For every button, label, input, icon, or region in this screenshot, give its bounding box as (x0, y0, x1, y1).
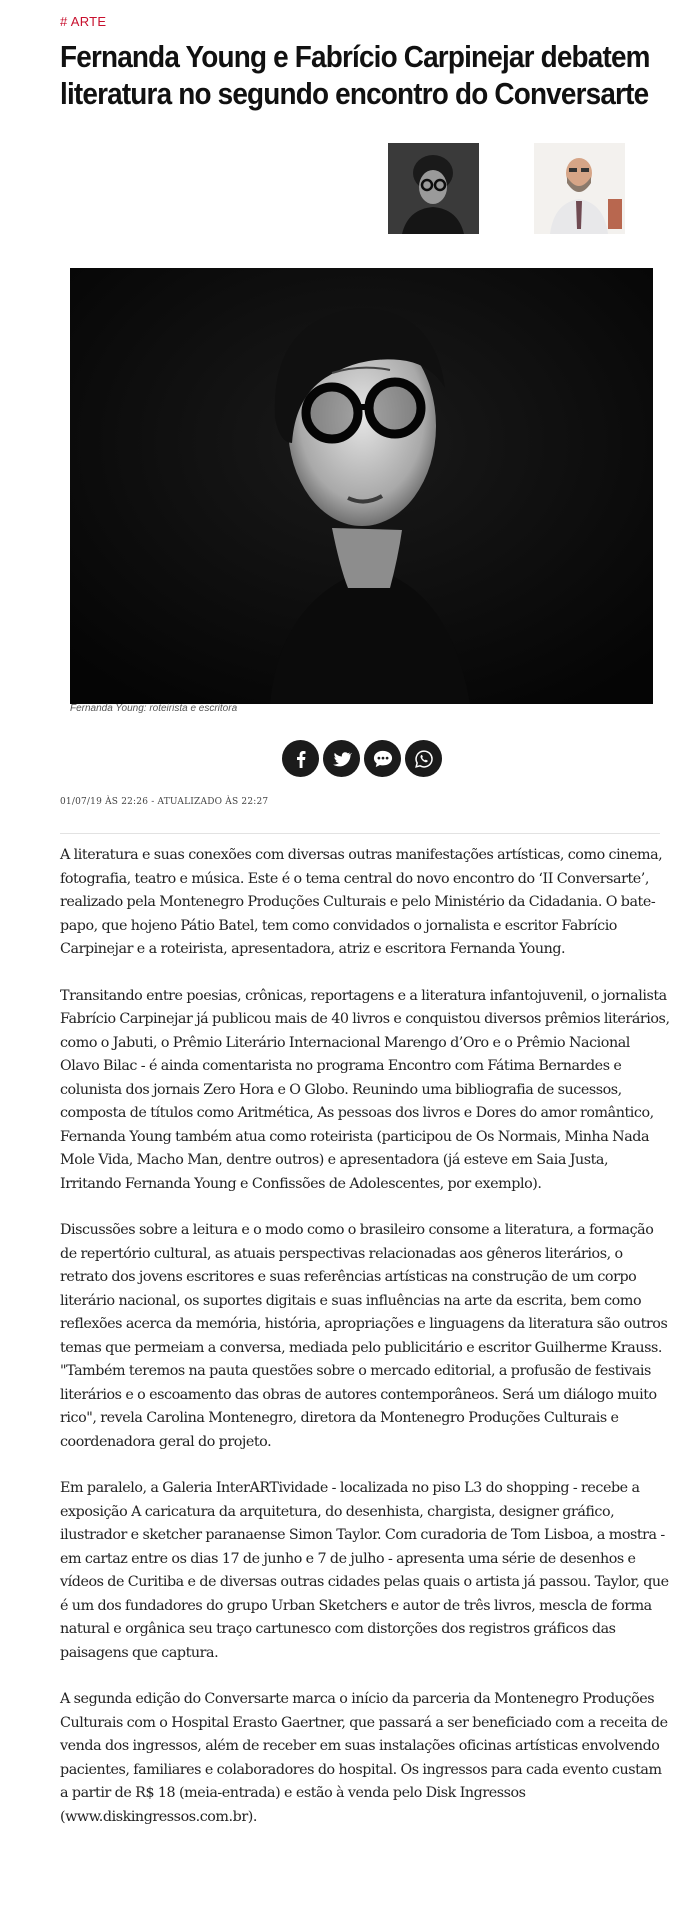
comments-button[interactable] (364, 740, 401, 777)
main-article-photo[interactable] (70, 268, 653, 704)
twitter-icon (332, 749, 352, 769)
article-paragraph-3: Discussões sobre a leitura e o modo como o brasileiro consome a literatura, a formação de repertório cultural, as atuais perspectivas relacionadas aos gêneros literários, o retrato dos jovens escritores e suas referências artísticas na construção de um corpo literário nacional, os suportes digitais e suas influências na arte da escrita, bem como reflexões acerca da memória, história, apropriações e linguagens da literatura são outros temas que permeiam a conversa, mediada pelo publicitário e escritor Guilherme Krauss. "Também teremos na pauta questões sobre o mercado editorial, a profusão de festivais literários e o escoamento das obras de autores contemporâneos. Será um diálogo muito rico", revela Carolina Montenegro, diretora da Montenegro Produções Culturais e coordenadora geral do projeto. (60, 1222, 668, 1450)
article-paragraph-5: A segunda edição do Conversarte marca o início da parceria da Montenegro Produções Culturais com o Hospital Erasto Gaertner, que passará a ser beneficiado com a receita de venda dos ingressos, além de receber em suas instalações oficinas artísticas envolvendo pacientes, familiares e colaboradores do hospital. Os ingressos para cada evento custam a partir de R$ 18 (meia-entrada) e estão à venda pelo Disk Ingressos (www.diskingressos.com.br). (60, 1691, 668, 1825)
facebook-icon (291, 749, 311, 769)
share-whatsapp-button[interactable] (405, 740, 442, 777)
photo-caption: Fernanda Young: roteirista e escritora (70, 703, 238, 714)
share-twitter-button[interactable] (323, 740, 360, 777)
headline-line-2: literatura no segundo encontro do Conversarte (60, 76, 649, 111)
headline-line-1: Fernanda Young e Fabrício Carpinejar debatem (60, 39, 650, 74)
fernanda-young-portrait-image (70, 268, 653, 704)
portrait-thumbnail-image-2 (534, 143, 625, 234)
publish-dateline: 01/07/19 ÀS 22:26 - ATUALIZADO ÀS 22:27 (60, 797, 269, 807)
gallery-thumbnail-1[interactable] (388, 143, 479, 234)
article-paragraph-1: A literatura e suas conexões com diversas outras manifestações artísticas, como cinema, fotografia, teatro e música. Este é o tema central do novo encontro do ‘II Conversarte’, realizado pela Montenegro Produções Culturais e pelo Ministério da Cidadania. O bate-papo, que hojeno Pátio Batel, tem como convidados o jornalista e escritor Fabrício Carpinejar e a roteirista, apresentadora, atriz e escritora Fernanda Young. (60, 847, 663, 957)
divider (60, 833, 660, 834)
article-paragraph-2: Transitando entre poesias, crônicas, reportagens e a literatura infantojuvenil, o jornalista Fabrício Carpinejar já publicou mais de 40 livros e conquistou diversos prêmios literários, como o Jabuti, o Prêmio Literário Internacional Marengo d’Oro e o Prêmio Nacional Olavo Bilac - é ainda comentarista no programa Encontro com Fátima Bernardes e colunista dos jornais Zero Hora e O Globo. Reunindo uma bibliografia de sucessos, composta de títulos como Aritmética, As pessoas dos livros e Dores do amor romântico, Fernanda Young também atua como roteirista (participou de Os Normais, Minha Nada Mole Vida, Macho Man, dentre outros) e apresentadora (já esteve em Saia Justa, Irritando Fernanda Young e Confissões de Adolescentes, por exemplo). (60, 987, 670, 1192)
portrait-thumbnail-image (388, 143, 479, 234)
article-paragraph-4: Em paralelo, a Galeria InterARTividade - localizada no piso L3 do shopping - recebe a exposição A caricatura da arquitetura, do desenhista, chargista, designer gráfico, ilustrador e sketcher paranaense Simon Taylor. Com curadoria de Tom Lisboa, a mostra - em cartaz entre os dias 17 de junho e 7 de julho - apresenta uma série de desenhos e vídeos de Curitiba e de diversas outras cidades pelas quais o artista já passou. Taylor, que é um dos fundadores do grupo Urban Sketchers e autor de três livros, mescla de forma natural e orgânica seu traço cartunesco com distorções dos registros gráficos das paisagens que captura. (60, 1480, 669, 1661)
whatsapp-icon (414, 749, 434, 769)
gallery-thumbnail-2[interactable] (534, 143, 625, 234)
category-tag[interactable]: # ARTE (60, 14, 107, 29)
share-facebook-button[interactable] (282, 740, 319, 777)
article-headline (60, 38, 650, 112)
comment-icon (372, 749, 394, 769)
share-bar (282, 740, 442, 778)
article-body (60, 844, 672, 1852)
